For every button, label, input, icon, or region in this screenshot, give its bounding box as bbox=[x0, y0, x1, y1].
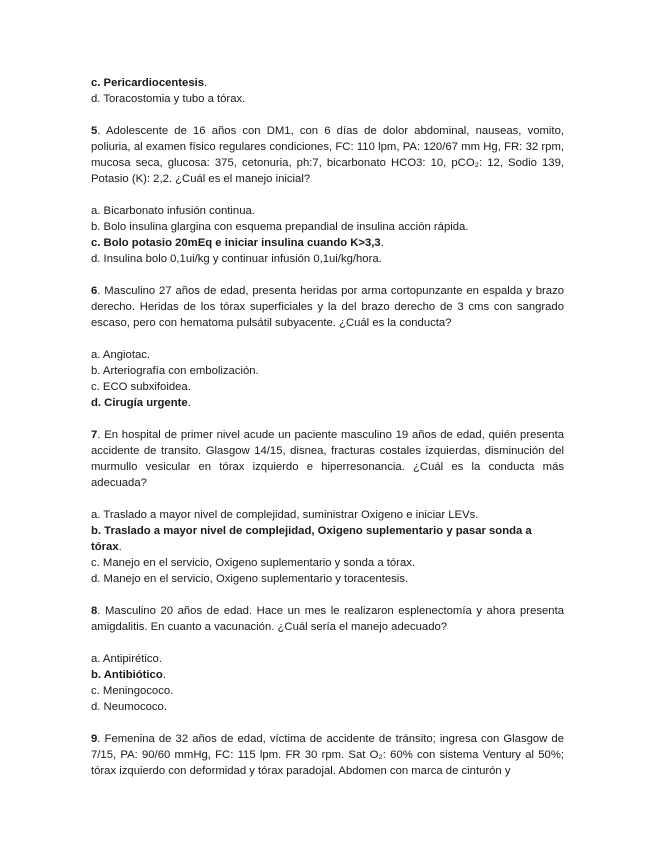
question-9 bbox=[91, 731, 564, 779]
question-6-stem: 6. Masculino 27 años de edad, presenta heridas por arma cortopunzante en espalda y brazo derecho. Heridas de los tórax superficiales y la del brazo derecho de 3 cms con sangrado escaso, pero con hematoma pulsátil subyacente. ¿Cuál es la conducta? bbox=[91, 285, 564, 329]
option-c-correct: c. Bolo potasio 20mEq e iniciar insulina cuando K>3,3. bbox=[91, 237, 384, 249]
question-7 bbox=[91, 427, 564, 587]
option-d: d. Insulina bolo 0,1ui/kg y continuar infusión 0,1ui/kg/hora. bbox=[91, 253, 382, 265]
option-d: d. Neumococo. bbox=[91, 701, 167, 713]
option-d: d. Manejo en el servicio, Oxigeno suplementario y toracentesis. bbox=[91, 573, 409, 585]
question-9-stem: 9. Femenina de 32 años de edad, víctima de accidente de tránsito; ingresa con Glasgow de 7/15, PA: 90/60 mmHg, FC: 115 lpm. FR 30 rpm. Sat O₂: 60% con sistema Ventury al 50%; tórax izquierdo con deformidad y tórax paradojal. Abdomen con marca de cinturón y bbox=[91, 733, 564, 777]
question-8 bbox=[91, 603, 564, 715]
option-a: a. Bicarbonato infusión continua. bbox=[91, 205, 255, 217]
option-a: a. Angiotac. bbox=[91, 349, 151, 361]
option-c: c. Manejo en el servicio, Oxigeno suplementario y sonda a tórax. bbox=[91, 557, 416, 569]
option-c: c. Pericardiocentesis. bbox=[91, 77, 208, 89]
option-b: b. Bolo insulina glargina con esquema prepandial de insulina acción rápida. bbox=[91, 221, 469, 233]
option-a: a. Traslado a mayor nivel de complejidad, suministrar Oxigeno e iniciar LEVs. bbox=[91, 509, 479, 521]
option-d: d. Toracostomia y tubo a tórax. bbox=[91, 93, 246, 105]
option-a: a. Antipirético. bbox=[91, 653, 162, 665]
option-b-correct: b. Antibiótico. bbox=[91, 669, 166, 681]
option-c: c. Meningococo. bbox=[91, 685, 174, 697]
page-content bbox=[91, 75, 564, 779]
question-4-options-tail bbox=[91, 75, 564, 107]
question-8-stem: 8. Masculino 20 años de edad. Hace un mes le realizaron esplenectomía y ahora presenta amigdalitis. En cuanto a vacunación. ¿Cuál sería el manejo adecuado? bbox=[91, 605, 564, 633]
option-c: c. ECO subxifoidea. bbox=[91, 381, 191, 393]
option-b-correct: b. Traslado a mayor nivel de complejidad, Oxigeno suplementario y pasar sonda a tórax. bbox=[91, 525, 532, 553]
question-6 bbox=[91, 283, 564, 411]
question-5 bbox=[91, 123, 564, 267]
option-b: b. Arteriografía con embolización. bbox=[91, 365, 259, 377]
question-5-stem: 5. Adolescente de 16 años con DM1, con 6 días de dolor abdominal, nauseas, vomito, poliuria, al examen físico regulares condiciones, FC: 110 lpm, PA: 120/67 mm Hg, FR: 32 rpm, mucosa seca, glucosa: 375, cetonuria, ph:7, bicarbonato HCO3: 10, pCO₂: 12, Sodio 139, Potasio (K): 2,2. ¿Cuál es el manejo inicial? bbox=[91, 125, 564, 185]
option-d-correct: d. Cirugía urgente. bbox=[91, 397, 191, 409]
question-7-stem: 7. En hospital de primer nivel acude un paciente masculino 19 años de edad, quién presenta accidente de transito. Glasgow 14/15, disnea, fracturas costales izquierdas, disminución del murmullo vesicular en tórax izquierdo e hiperresonancia. ¿Cuál es la conducta más adecuada? bbox=[91, 429, 564, 489]
